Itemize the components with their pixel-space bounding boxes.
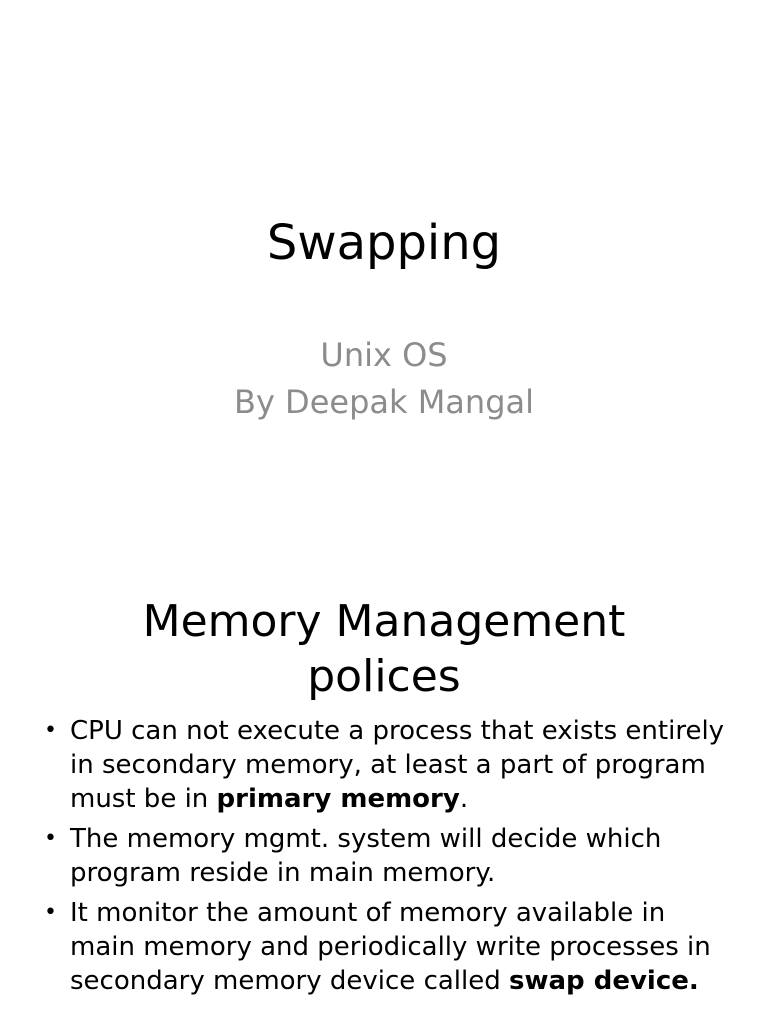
bullet-item: [44, 896, 734, 998]
bullet-icon: •: [44, 826, 57, 851]
bullet-icon: •: [44, 900, 57, 925]
content-slide-title: [0, 594, 768, 704]
bullet-bold-text: swap device.: [509, 966, 699, 996]
bullet-text: It monitor the amount of memory available in main memory and periodically write processes in secondary memory device called: [70, 898, 711, 996]
slide-title: Swapping: [266, 215, 502, 271]
bullet-icon: •: [44, 718, 57, 743]
bullet-item: [44, 714, 734, 816]
content-slide: [0, 576, 768, 1024]
content-title-line-2: polices: [307, 651, 461, 702]
subtitle-course: Unix OS: [320, 336, 448, 374]
bullet-bold-text: primary memory: [216, 784, 460, 814]
subtitle-author: By Deepak Mangal: [233, 383, 534, 421]
bullet-text: CPU can not execute a process that exists entirely in secondary memory, at least a part of program must be in: [70, 716, 725, 814]
bullet-text: The memory mgmt. system will decide which program reside in main memory.: [70, 824, 662, 888]
bullet-text-end: .: [459, 784, 469, 814]
bullet-item: [44, 822, 734, 890]
slide-subtitle: [0, 332, 768, 426]
content-title-line-1: Memory Management: [142, 596, 626, 647]
bullet-list: [44, 714, 734, 1004]
